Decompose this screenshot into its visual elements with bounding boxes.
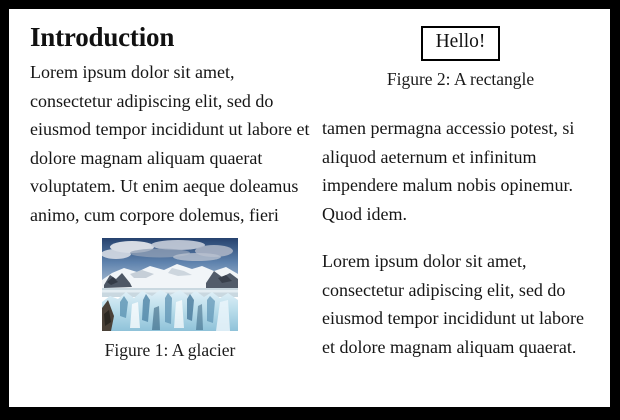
right-paragraph-1: tamen permagna accessio potest, si aliquod aeternum et infinitum impendere malum nobis opinemur. Quod idem. (322, 118, 575, 224)
figure-glacier (30, 238, 310, 360)
hello-box: Hello! (421, 26, 501, 61)
left-column (30, 21, 310, 360)
figure-rectangle (322, 26, 599, 89)
figure1-caption: Figure 1: A glacier (104, 340, 236, 360)
figure2-caption: Figure 2: A rectangle (386, 69, 535, 89)
glacier-photo (102, 238, 238, 331)
document-page (9, 9, 610, 407)
right-column (322, 26, 599, 361)
section-heading: Introduction (30, 22, 175, 52)
left-paragraph: Lorem ipsum dolor sit amet, consectetur adipiscing elit, sed do eiusmod tempor incididunt ut labore et dolore magnam aliquam quaerat voluptatem. Ut enim aeque doleamus animo, cum corpore dolemus, fieri (30, 62, 310, 225)
right-paragraph-2: Lorem ipsum dolor sit amet, consectetur adipiscing elit, sed do eiusmod tempor incididunt ut labore et dolore magnam aliquam quaerat. (322, 251, 584, 357)
